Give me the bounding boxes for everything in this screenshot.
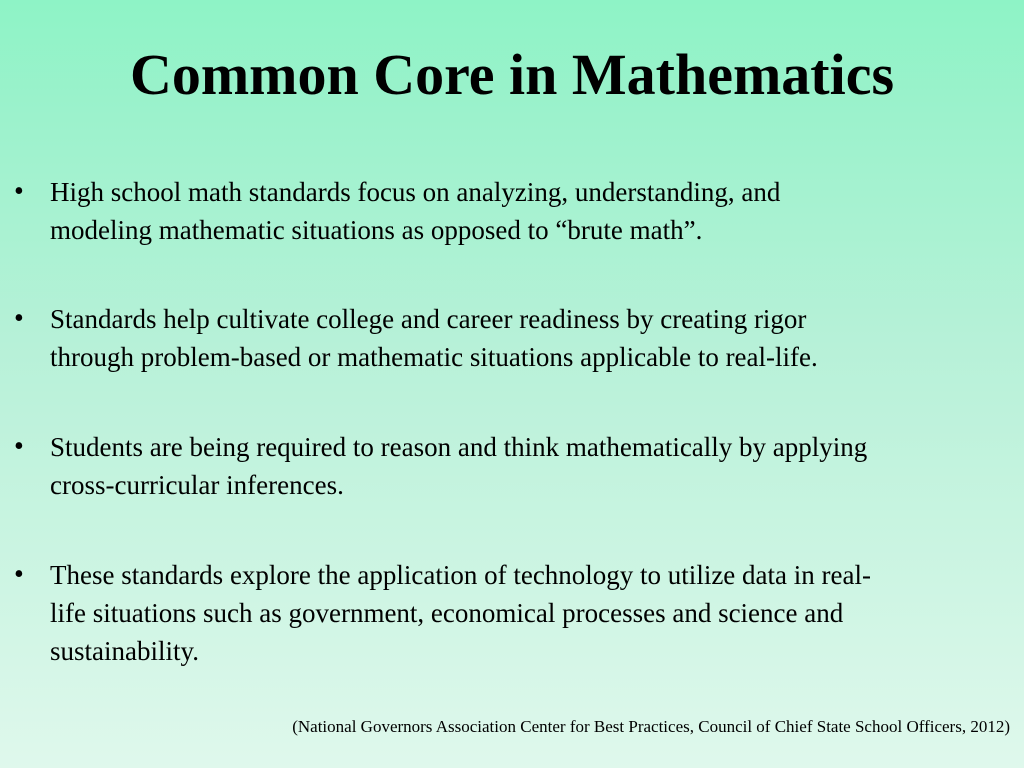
bullet-2-line-1: Standards help cultivate college and career readiness by creating rigor bbox=[50, 304, 807, 334]
bullet-1-line-1: High school math standards focus on analyzing, understanding, and bbox=[50, 177, 781, 207]
bullet-text-4 bbox=[50, 556, 1005, 670]
bullet-2-line-2: through problem-based or mathematic situations applicable to real-life. bbox=[50, 342, 818, 372]
bullet-text-1 bbox=[50, 173, 1005, 249]
bullet-4-line-3: sustainability. bbox=[50, 636, 199, 666]
bullet-3-line-2: cross-curricular inferences. bbox=[50, 470, 344, 500]
bullet-marker-2: • bbox=[14, 303, 24, 334]
slide-title: Common Core in Mathematics bbox=[129, 42, 895, 107]
bullet-3-line-1: Students are being required to reason and think mathematically by applying bbox=[50, 432, 868, 462]
bullet-4-line-2: life situations such as government, economical processes and science and bbox=[50, 598, 844, 628]
bullet-marker-1: • bbox=[14, 176, 24, 207]
bullet-1-line-2: modeling mathematic situations as opposed to “brute math”. bbox=[50, 215, 703, 245]
bullet-4-line-1: These standards explore the application of technology to utilize data in real- bbox=[50, 560, 871, 590]
bullet-text-2 bbox=[50, 300, 1005, 376]
citation: (National Governors Association Center for Best Practices, Council of Chief State School Officers, 2012) bbox=[292, 717, 1010, 736]
bullet-marker-4: • bbox=[14, 559, 24, 590]
bullet-marker-3: • bbox=[14, 431, 24, 462]
bullet-text-3 bbox=[50, 428, 1005, 504]
